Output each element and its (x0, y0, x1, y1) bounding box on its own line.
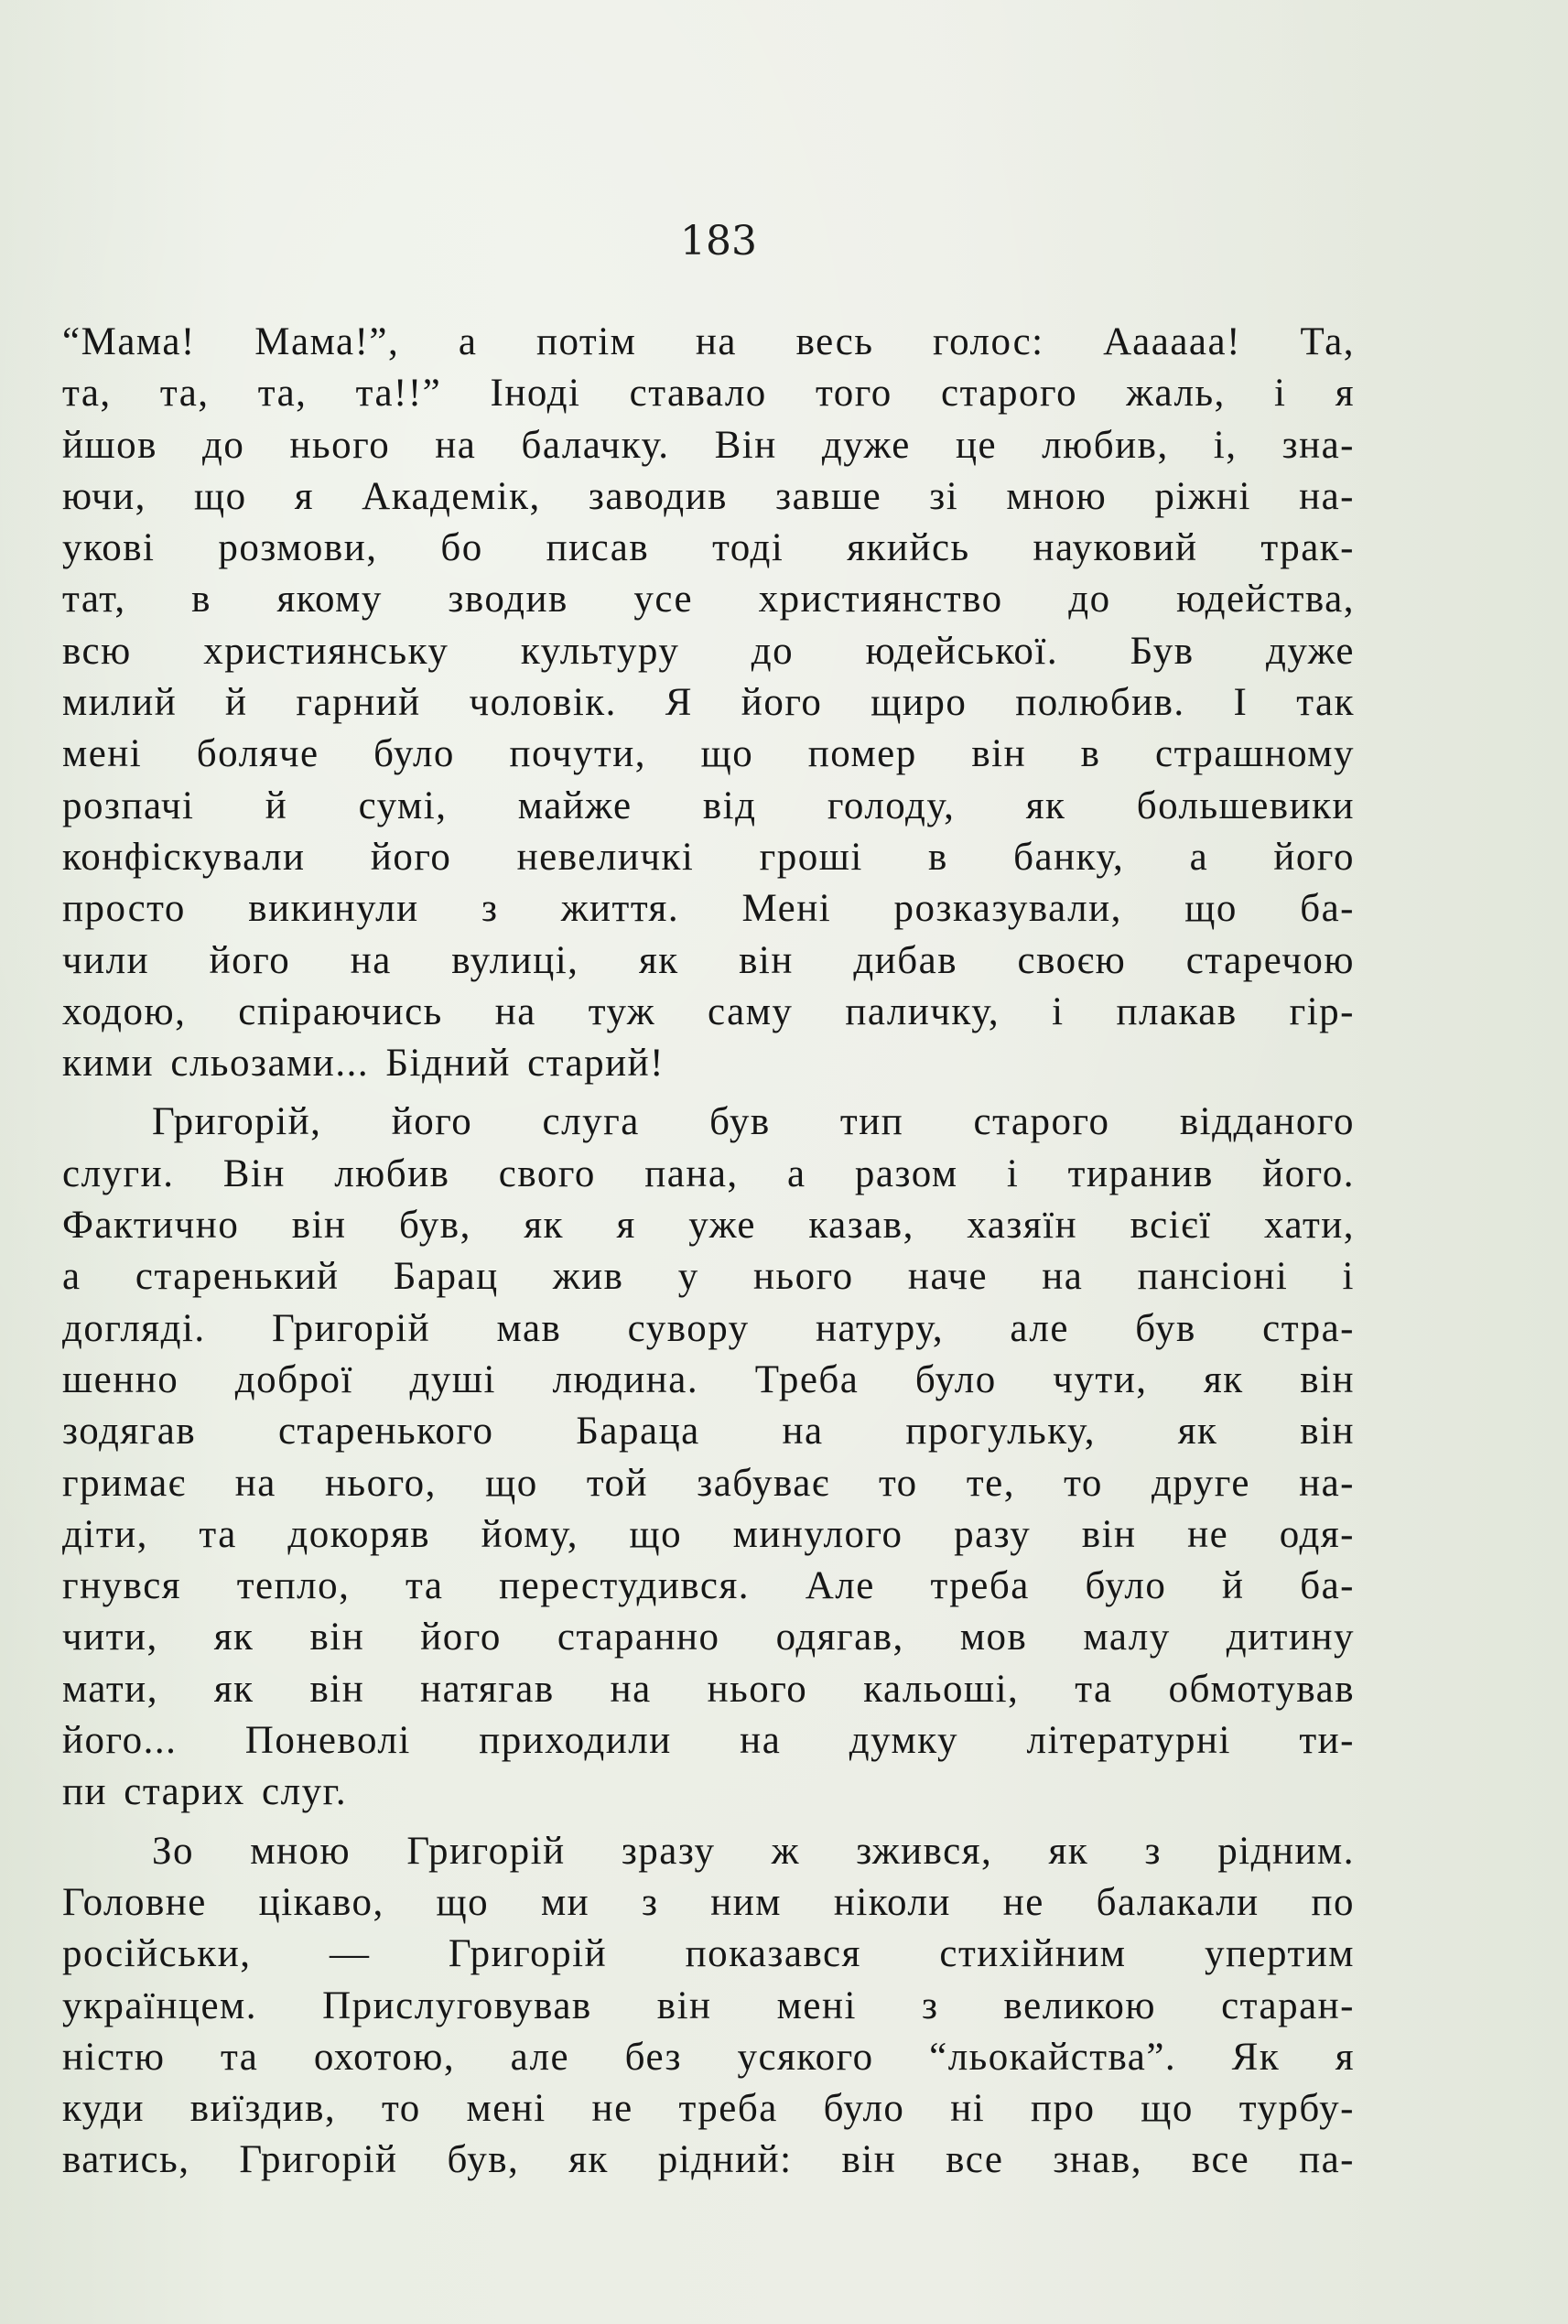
text-line: мати, як він натягав на нього кальоші, та обмотував (62, 1667, 1355, 1711)
text-line: діти, та докоряв йому, що минулого разу він не одя- (62, 1512, 1355, 1556)
text-line: гнувся тепло, та перестудився. Але треба було й ба- (62, 1564, 1355, 1608)
text-line: Головне цікаво, що ми з ним ніколи не балакали по (62, 1880, 1355, 1924)
text-line: тат, в якому зводив усе християнство до юдейства, (62, 578, 1355, 622)
text-line: розпачі й сумі, майже від голоду, як большевики (62, 784, 1355, 827)
paragraph-gap (62, 1089, 1355, 1097)
text-line: зодягав старенького Бараца на прогульку, як він (62, 1410, 1355, 1454)
text-line: чити, як він його старанно одягав, мов малу дитину (62, 1616, 1355, 1659)
text-line: Зо мною Григорій зразу ж зжився, як з рідним. (152, 1829, 1355, 1873)
text-line: милий й гарний чоловік. Я його щиро полюбив. І так (62, 681, 1355, 725)
text-line: ністю та охотою, але без усякого “льокайства”. Як я (62, 2035, 1355, 2079)
paragraph-1 (62, 317, 1355, 1089)
text-line: конфіскували його невеличкі гроші в банку, а його (62, 835, 1355, 879)
text-line: ючи, що я Академік, заводив завше зі мною ріжні на- (62, 474, 1355, 518)
text-line: “Мама! Мама!”, а потім на весь голос: Аааааа! Та, (62, 320, 1355, 363)
text-line: Фактично він був, як я уже казав, хазяїн всієї хати, (62, 1204, 1355, 1248)
paragraph-gap (62, 1819, 1355, 1826)
text-line: просто викинули з життя. Мені розказували, що ба- (62, 887, 1355, 931)
text-line: його... Поневолі приходили на думку літературні ти- (62, 1719, 1355, 1763)
text-line: чили його на вулиці, як він дибав своєю старечою (62, 938, 1355, 982)
text-line: гримає на нього, що той забуває то те, то друге на- (62, 1461, 1355, 1505)
page-number: 183 (680, 218, 757, 265)
paragraph-2 (62, 1097, 1355, 1818)
text-line: мені боляче було почути, що помер він в страшному (62, 732, 1355, 776)
text-line: російськи, — Григорій показався стихійним упертим (62, 1932, 1355, 1976)
text-line: Григорій, його слуга був тип старого відданого (152, 1100, 1355, 1144)
text-line: шенно доброї душі людина. Треба було чути, як він (62, 1357, 1355, 1401)
text-line: куди виїздив, то мені не треба було ні про що турбу- (62, 2087, 1355, 2131)
text-line: всю християнську культуру до юдейської. Був дуже (62, 629, 1355, 673)
text-line: слуги. Він любив свого пана, а разом і тиранив його. (62, 1151, 1355, 1195)
text-line: догляді. Григорій мав сувору натуру, але був стра- (62, 1306, 1355, 1350)
text-line: укові розмови, бо писав тоді якийсь науковий трак- (62, 526, 1355, 570)
text-line: українцем. Прислуговував він мені з великою старан- (62, 1984, 1355, 2027)
text-line: ходою, спіраючись на туж саму паличку, і плакав гір- (62, 989, 1355, 1033)
text-line: пи старих слуг. (62, 1770, 348, 1814)
text-line: та, та, та, та!!” Іноді ставало того старого жаль, і я (62, 372, 1355, 416)
text-line: ватись, Григорій був, як рідний: він все знав, все па- (62, 2138, 1355, 2182)
text-line: кими сльозами... Бідний старий! (62, 1042, 665, 1086)
text-line: а старенький Барац жив у нього наче на пансіоні і (62, 1255, 1355, 1299)
body-text (62, 317, 1355, 2187)
text-line: йшов до нього на балачку. Він дуже це любив, і, зна- (62, 423, 1355, 467)
paragraph-3 (62, 1826, 1355, 2187)
